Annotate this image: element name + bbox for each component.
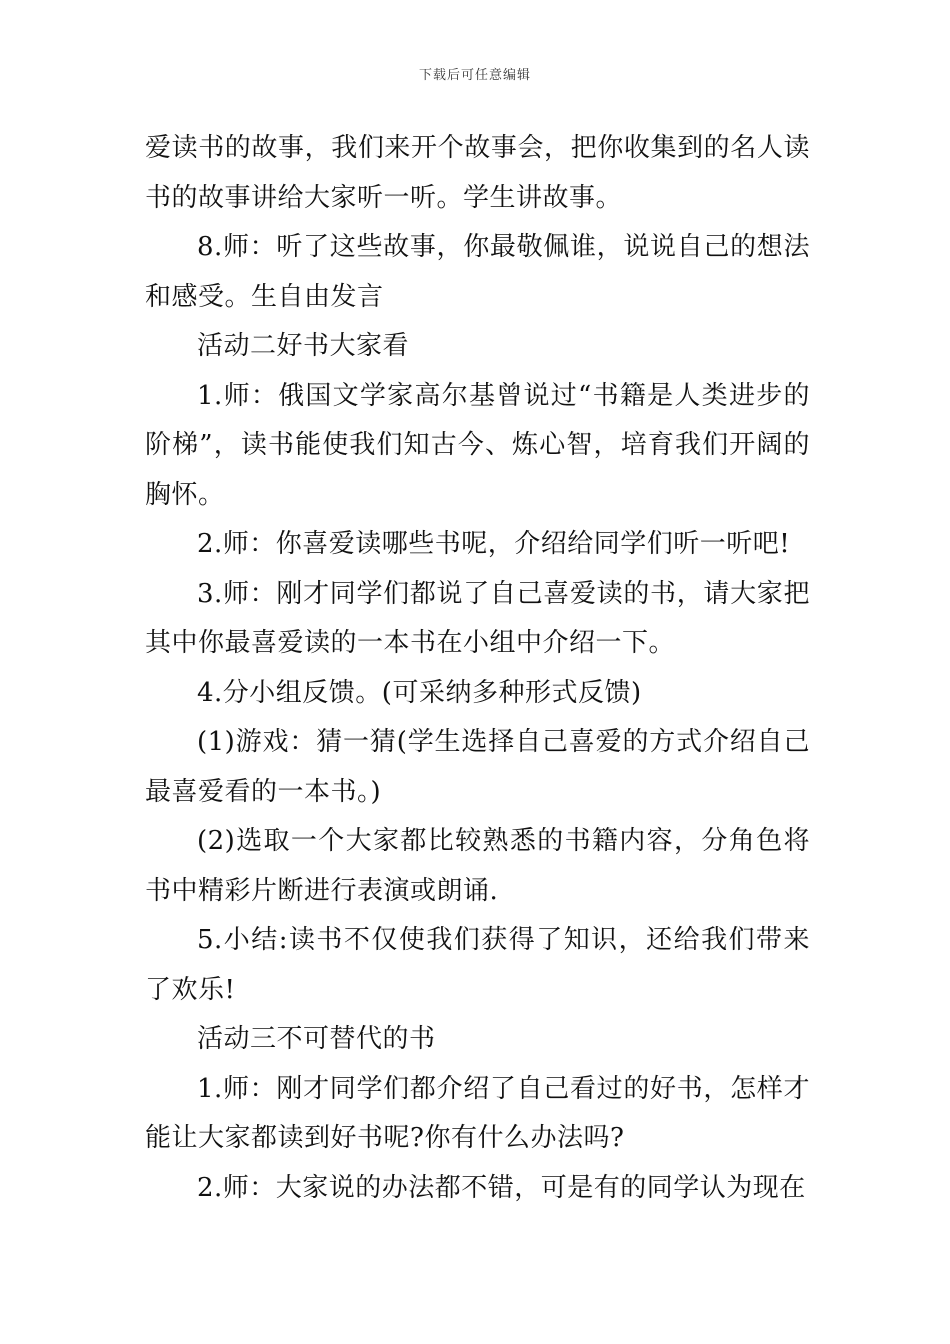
paragraph-4: 1.师：俄国文学家高尔基曾说过“书籍是人类进步的阶梯”，读书能使我们知古今、炼心智，培育我们开阔的胸怀。	[145, 380, 810, 510]
page-header: 下载后可任意编辑	[418, 68, 531, 83]
paragraph-1: 爱读书的故事，我们来开个故事会，把你收集到的名人读书的故事讲给大家听一听。学生讲故事。	[145, 133, 810, 213]
paragraph-2: 8.师：听了这些故事，你最敬佩谁，说说自己的想法和感受。生自由发言	[145, 232, 810, 312]
paragraph-6: 3.师：刚才同学们都说了自己喜爱读的书，请大家把其中你最喜爱读的一本书在小组中介绍一下。	[145, 578, 810, 658]
paragraph-12: 1.师：刚才同学们都介绍了自己看过的好书，怎样才能让大家都读到好书呢?你有什么办法吗?	[145, 1073, 810, 1153]
paragraph-8: (1)游戏：猜一猜(学生选择自己喜爱的方式介绍自己最喜爱看的一本书。)	[145, 727, 810, 807]
paragraph-7: 4.分小组反馈。(可采纳多种形式反馈)	[197, 677, 642, 708]
paragraph-10: 5.小结:读书不仅使我们获得了知识，还给我们带来了欢乐!	[145, 925, 810, 1005]
section-heading-activity-2: 活动二好书大家看	[197, 331, 410, 361]
paragraph-5: 2.师：你喜爱读哪些书呢，介绍给同学们听一听吧!	[197, 529, 791, 559]
paragraph-9: (2)选取一个大家都比较熟悉的书籍内容，分角色将书中精彩片断进行表演或朗诵.	[145, 826, 810, 906]
document-body	[145, 124, 810, 1213]
paragraph-13: 2.师：大家说的办法都不错，可是有的同学认为现在	[197, 1172, 806, 1203]
section-heading-activity-3: 活动三不可替代的书	[197, 1024, 436, 1054]
